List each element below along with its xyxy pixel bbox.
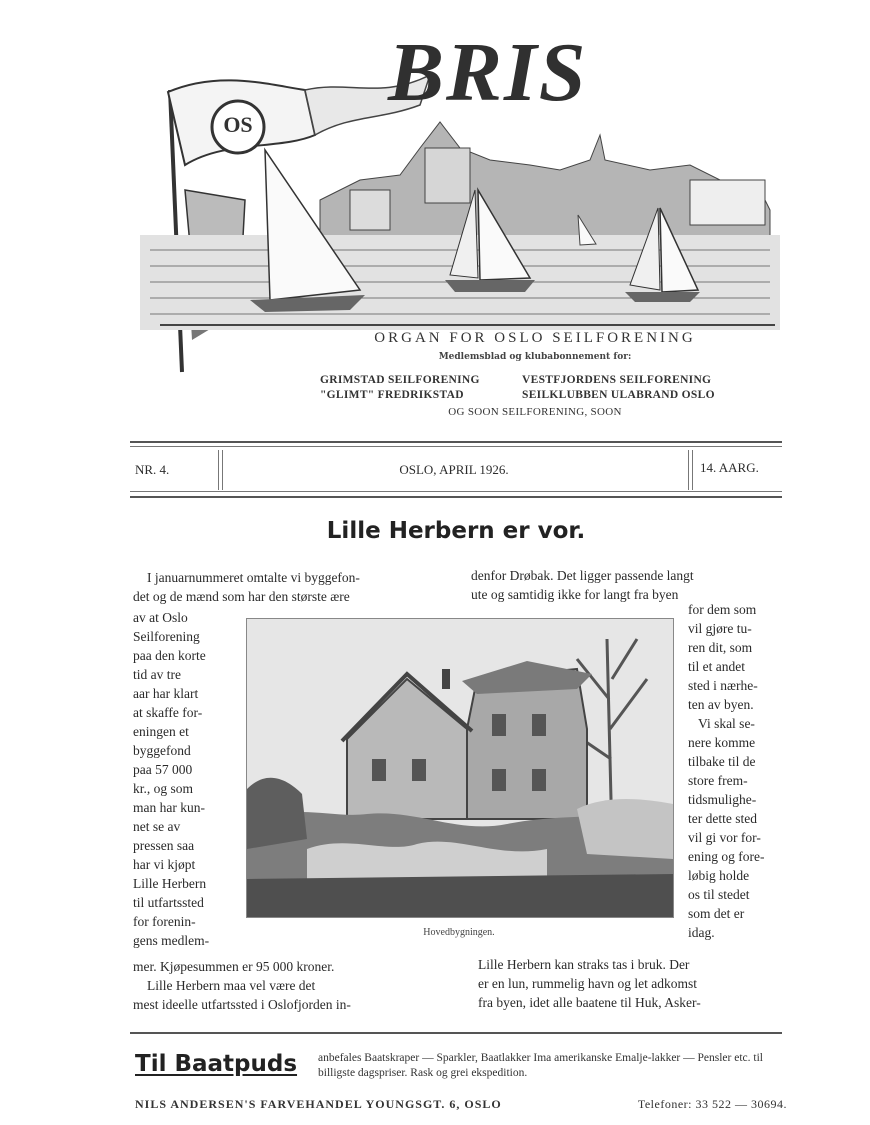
text-line: store frem- <box>688 773 748 788</box>
building <box>350 190 390 230</box>
text-line: man har kun- <box>133 800 205 815</box>
text-line: som det er <box>688 906 745 921</box>
issue-date: OSLO, APRIL 1926. <box>399 462 509 477</box>
shop-address: NILS ANDERSEN'S FARVEHANDEL YOUNGSGT. 6, OSLO <box>135 1097 502 1111</box>
article-text-left-narrow <box>133 608 233 950</box>
issue-volume: 14. AARG. <box>700 460 759 475</box>
club-name: OG SOON SEILFORENING, SOON <box>448 406 622 418</box>
text-line: paa 57 000 <box>133 762 193 777</box>
text-line: eningen et <box>133 724 189 739</box>
text-line: det og de mænd som har den største ære <box>133 589 350 604</box>
text-line: tidsmulighe- <box>688 792 757 807</box>
text-line: byggefond <box>133 743 191 758</box>
photo-caption: Hovedbygningen. <box>423 927 495 938</box>
hull <box>625 292 700 302</box>
text-line: kr., og som <box>133 781 194 796</box>
advertisement-text: anbefales Baatskraper — Sparkler, Baatlakker Ima amerikanske Emalje-lakker — Pensler etc. til billigste dagspriser. Rask og grei ekspedition. <box>318 1052 763 1079</box>
text-line: Vi skal se- <box>698 716 755 731</box>
divider <box>130 1032 782 1034</box>
text-line: pressen saa <box>133 838 195 853</box>
article-text-right-narrow <box>688 600 785 942</box>
text-line: sted i nærhe- <box>688 678 758 693</box>
divider <box>130 441 782 443</box>
text-line: av at Oslo <box>133 610 188 625</box>
text-line: net se av <box>133 819 181 834</box>
article-text-right-top <box>471 566 783 604</box>
text-line: ren dit, som <box>688 640 753 655</box>
issue-number: NR. 4. <box>135 462 170 477</box>
text-line: Lille Herbern <box>133 876 207 891</box>
text-line: har vi kjøpt <box>133 857 196 872</box>
text-line: tilbake til de <box>688 754 756 769</box>
advertisement-title: Til Baatpuds <box>135 1051 298 1077</box>
article-text-left-top <box>133 568 441 606</box>
text-line: paa den korte <box>133 648 206 663</box>
text-line: løbig holde <box>688 868 750 883</box>
text-line: ening og fore- <box>688 849 765 864</box>
text-line: nere komme <box>688 735 756 750</box>
text-line: til utfartssted <box>133 895 204 910</box>
masthead-subtitle: ORGAN FOR OSLO SEILFORENING <box>374 330 696 346</box>
advertisement-contact <box>135 1097 787 1112</box>
text-line: gens medlem- <box>133 933 210 948</box>
divider <box>130 491 782 492</box>
club-name: VESTFJORDENS SEILFORENING <box>522 374 712 386</box>
text-line: I januarnummeret omtalte vi byggefon- <box>147 570 360 585</box>
text-line: for forenin- <box>133 914 196 929</box>
article-text-left-bottom <box>133 957 441 1014</box>
divider <box>692 450 693 490</box>
text-line: tid av tre <box>133 667 181 682</box>
building <box>690 180 765 225</box>
newspaper-title: BRIS <box>388 26 588 119</box>
divider <box>218 450 219 490</box>
text-line: denfor Drøbak. Det ligger passende langt <box>471 568 694 583</box>
text-line: vil gi vor for- <box>688 830 761 845</box>
text-line: ter dette sted <box>688 811 757 826</box>
text-line: er en lun, rummelig havn og let adkomst <box>478 976 697 991</box>
club-name: "GLIMT" FREDRIKSTAD <box>320 389 464 401</box>
club-name: SEILKLUBBEN ULABRAND OSLO <box>522 389 715 401</box>
text-line: idag. <box>688 925 715 940</box>
text-line: ute og samtidig ikke for langt fra byen <box>471 587 679 602</box>
article-headline: Lille Herbern er vor. <box>326 518 586 544</box>
members-note: Medlemsblad og klubabonnement for: <box>438 352 632 362</box>
text-line: at skaffe for- <box>133 705 203 720</box>
text-line: mest ideelle utfartssted i Oslofjorden in- <box>133 997 351 1012</box>
text-line: for dem som <box>688 602 757 617</box>
text-line: os til stedet <box>688 887 750 902</box>
text-line: Lille Herbern maa vel være det <box>147 978 316 993</box>
text-line: Lille Herbern kan straks tas i bruk. Der <box>478 957 690 972</box>
house-photo-drawing <box>247 619 673 917</box>
text-line: ten av byen. <box>688 697 754 712</box>
text-line: vil gjøre tu- <box>688 621 752 636</box>
hull <box>445 280 535 292</box>
divider <box>130 496 782 498</box>
text-line: mer. Kjøpesummen er 95 000 kroner. <box>133 959 335 974</box>
shop-phones: Telefoner: 33 522 — 30694. <box>637 1097 787 1111</box>
club-emblem-text: OS <box>223 112 253 137</box>
divider <box>130 446 782 447</box>
text-line: Seilforening <box>133 629 200 644</box>
text-line: til et andet <box>688 659 745 674</box>
club-name: GRIMSTAD SEILFORENING <box>320 374 480 386</box>
article-text-right-bottom <box>478 955 788 1012</box>
building <box>425 148 470 203</box>
text-line: fra byen, idet alle baatene til Huk, Asker- <box>478 995 701 1010</box>
house-photo <box>246 618 674 918</box>
divider <box>688 450 689 490</box>
text-line: aar har klart <box>133 686 199 701</box>
